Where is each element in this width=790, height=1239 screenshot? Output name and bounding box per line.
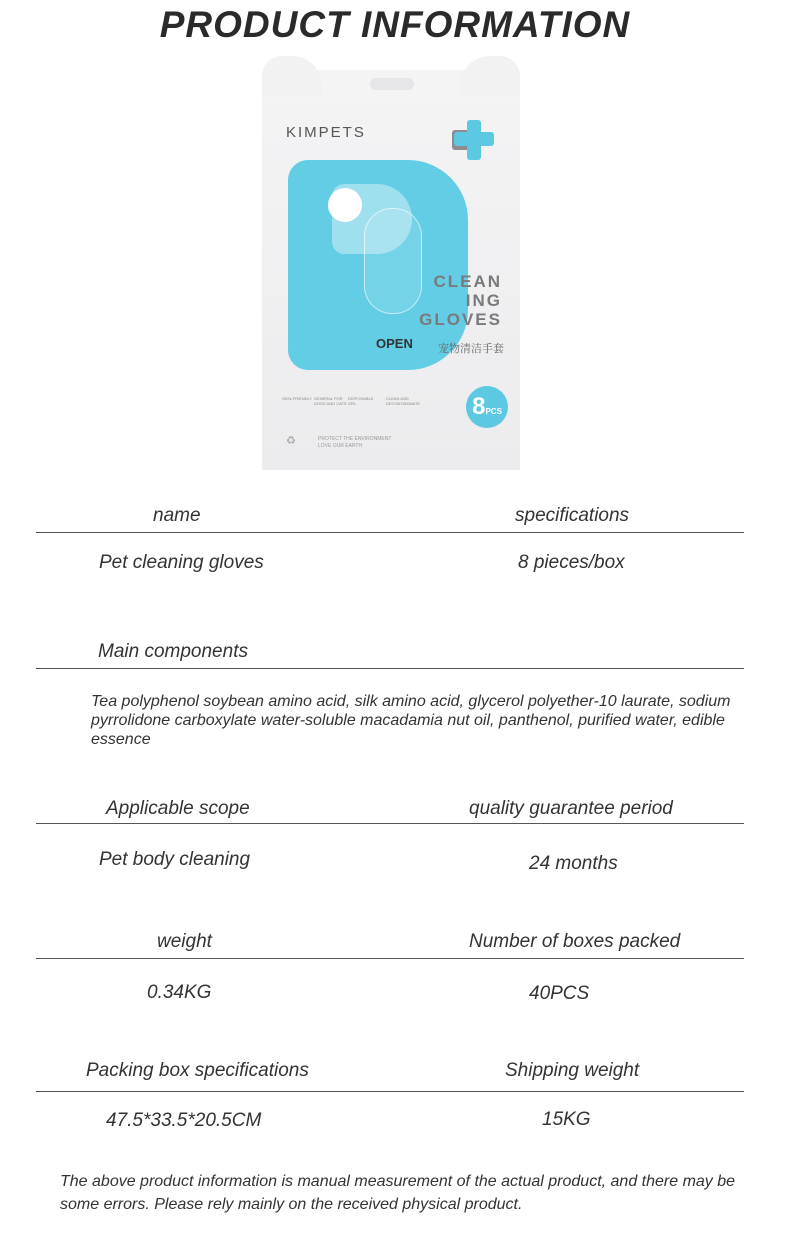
package-feature: CLEAN AND DECONTAMINATE [386, 396, 421, 406]
plus-icon-vertical [467, 120, 481, 160]
main-components-label: Main components [98, 641, 248, 662]
quality-guarantee-label: quality guarantee period [469, 798, 673, 819]
package-ear-right [460, 56, 520, 96]
package-ear-left [262, 56, 322, 96]
count-unit: PCS [485, 407, 502, 416]
main-components-value: Tea polyphenol soybean amino acid, silk amino acid, glycerol polyether-10 laurate, sodium pyrrolidone carboxylate water-soluble macadamia nut oil, panthenol, purified water, edible essence [91, 693, 731, 748]
package-feature: SKIN-FRIENDLY [282, 396, 313, 401]
name-value: Pet cleaning gloves [99, 552, 264, 573]
packing-box-value: 47.5*33.5*20.5CM [106, 1110, 262, 1131]
product-package-image [262, 56, 520, 470]
package-brand: KIMPETS [286, 124, 366, 141]
shipping-weight-label: Shipping weight [505, 1060, 640, 1081]
slogan-line2: LOVE OUR EARTH [318, 443, 363, 449]
specifications-value: 8 pieces/box [518, 552, 625, 573]
package-count-badge [466, 386, 508, 428]
boxes-packed-value: 40PCS [529, 983, 590, 1004]
weight-value: 0.34KG [147, 982, 212, 1003]
shipping-weight-value: 15KG [542, 1109, 591, 1130]
package-chinese-name: 宠物清洁手套 [438, 343, 504, 355]
glove-outline [364, 208, 422, 314]
slogan-line1: PROTECT THE ENVIRONMENT [318, 436, 392, 442]
p-logo-dot [328, 188, 362, 222]
applicable-scope-value: Pet body cleaning [99, 849, 251, 870]
divider [36, 532, 744, 533]
package-product-name [419, 272, 502, 329]
specifications-label: specifications [515, 505, 630, 526]
applicable-scope-label: Applicable scope [106, 798, 250, 819]
divider [36, 823, 744, 824]
package-feature: DISPOSABLE SPA [348, 396, 374, 406]
recycle-icon: ♻ [286, 435, 296, 447]
divider [36, 668, 744, 669]
package-feature: GENERAL FOR DOGS AND CATS [314, 396, 347, 406]
quality-guarantee-value: 24 months [529, 853, 618, 874]
boxes-packed-label: Number of boxes packed [469, 931, 681, 952]
name-label: name [153, 505, 201, 526]
page-title: PRODUCT INFORMATION [159, 4, 631, 45]
product-name-line1: CLEAN [433, 272, 502, 291]
weight-label: weight [157, 931, 212, 952]
product-name-line2: ING [465, 291, 502, 310]
count-number: 8 [472, 393, 486, 420]
packing-box-label: Packing box specifications [86, 1060, 309, 1081]
divider [36, 958, 744, 959]
package-hang-hole [370, 78, 414, 90]
divider [36, 1091, 744, 1092]
package-slogan [318, 436, 391, 450]
package-open-label: OPEN [376, 336, 413, 351]
product-name-line3: GLOVES [419, 310, 502, 329]
disclaimer-note: The above product information is manual measurement of the actual product, and there may be some errors. Please rely mainly on the received physical product. [60, 1173, 736, 1213]
